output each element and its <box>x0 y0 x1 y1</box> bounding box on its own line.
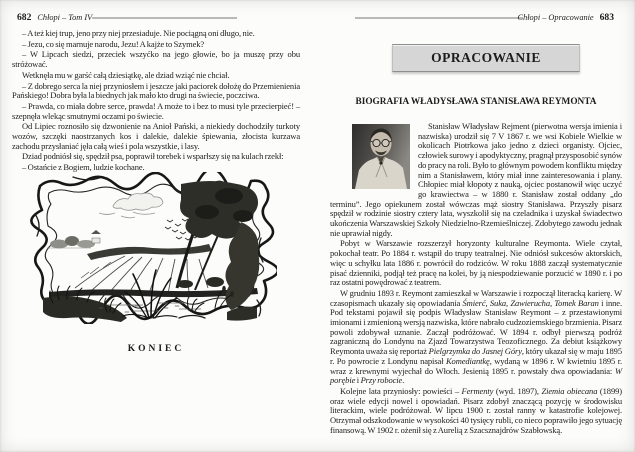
novel-ending-text <box>12 29 300 174</box>
paragraph: Dziad podniósł się, spędził psa, poprawił torebek i wsparłszy się na kulach rzekł: <box>22 151 284 162</box>
section-title-box <box>392 44 580 72</box>
right-page-header <box>498 12 614 23</box>
hedgerow <box>87 244 212 260</box>
paragraph: – Z dobrego serca la niej przyniosłem i jeszcze jaki paciorek dołożę do Przemienienia Pańskiego! Dobra była la biednych jak mało kto drugi na świecie, poczciwa. <box>12 80 300 101</box>
paragraph: Stanisław Władysław Rejment (pierwotna wersja imienia i nazwiska) urodził się 7 V 1867 r. we wsi Kobiele Wielkie w okolicach Piotrkowa jako jedno z dzieci organisty. Ojciec, człowiek surowy i apodyktyczny, pragnął przysposobić synów do pracy na roli. Było to głównym powodem konfliktu między nim a Stanisławem, który miał inne zainteresowania i plany. Chłopiec miał kłopoty z nauką, ojciec postanowił więc uczyć go krawiectwa – w 1880 r. Stanisław został oddany „do terminu”. Jego opiekunem został wówczas mąż siostry Stanisława. Przyszły pisarz spędził w rodzinie siostry cztery lata, wyszkolił się na czeladnika i uzyskał świadectwo ukończenia Warszawskiej Szkoły Niedzielno-Rzemieślniczej. Zdobytego zawodu jednak nie uprawiał nigdy. <box>330 121 622 238</box>
reymont-photo <box>352 124 410 189</box>
landscape-drawing <box>29 172 277 324</box>
end-illustration <box>29 172 277 324</box>
paragraph: – A też kiej trup, jeno przy niej przesiaduje. Nie pociągną oni długo, nie. <box>22 28 255 38</box>
paragraph: – Jezu, co się marnuje narodu, Jezu! A kajże to Szymek? <box>22 38 205 49</box>
article-heading: BIOGRAFIA WŁADYSŁAWA STANISŁAWA REYMONTA <box>355 97 597 107</box>
author-portrait-photo <box>352 124 410 189</box>
left-page-header <box>17 12 92 23</box>
paragraph: – Prawda, co miała dobre serce, prawda! A może to i bez to musi tyle przecierpieć! – szepnęła wlekąc smutnymi oczami po świecie. <box>12 100 300 121</box>
paragraph: Wetknęła mu w garść całą dziesiątkę, ale dziad wziąć nie chciał. <box>22 69 230 80</box>
clouds <box>99 193 163 218</box>
paragraph: Kolejne lata przyniosły: powieści – Fermenty (wyd. 1897), Ziemia obiecana (1899) oraz wiele edycji nowel i opowiadań. Pisarz zdobył znaczącą pozycję w środowisku literackim, wiele podróżował. W lipcu 1900 r. został ranny w katastrofie kolejowej. Otrzymał odszkodowanie w wysokości 40 tysięcy rubli, co nieco poprawiło jego sytuację finansową. W 1902 r. ożenił się z Aurelią z Szacsznajdrów Szabłowską. <box>330 385 622 435</box>
distant-village <box>47 230 101 249</box>
section-title: OPRACOWANIE <box>431 50 541 65</box>
left-header-rule <box>92 17 237 19</box>
paragraph: W grudniu 1893 r. Reymont zamieszkał w Warszawie i rozpoczął literacką karierę. W czasopismach ukazały się opowiadania Śmierć, Suka, Zawierucha, Tomek Baran i inne. Pod tekstami pojawił się podpis Władysław Stanisław Reymont – z przestawionymi imionami i zmienioną wersją nazwiska, które nabrało cudzoziemskiego brzmienia. Pisarz powoli zdobywał uznanie. Zaczął podróżować. W 1894 r. odbył pierwszą podróż zagraniczną do Londynu na Zjazd Towarzystwa Teozoficznego. Za debiut książkowy Reymonta uważa się reportaż Pielgrzymka do Jasnej Góry, który ukazał się w maju 1895 r. Po powrocie z Londynu napisał Komediantkę, wydaną w 1896 r. W kwietniu 1895 r. wraz z krewnymi wyjechał do Włoch. Jesienią 1895 r. powstały dwa opowiadania: W porębie i Przy robocie. <box>330 287 622 386</box>
paragraph: Pobyt w Warszawie rozszerzył horyzonty kulturalne Reymonta. Wiele czytał, pokochał teatr. Po 1884 r. wstąpił do trupy teatralnej. Nie odniósł sukcesów aktorskich, więc u schyłku lata 1886 r. powrócił do rodziców. W roku 1888 zaczął systematycznie pisać dzienniki, podjął też pracę na kolei, by ją niespodziewanie porzucić w 1890 r. i po raz ostatni powędrować z teatrem. <box>330 238 622 288</box>
paragraph: Od Lipiec roznosiło się dzwonienie na Anioł Pański, a niekiedy dochodziły turkoty wozów, szczęki naostrzanych kos i dalekie, dalekie śpiewania, złocista kurzawa zachodu przysłaniać jęła całą wieś i pola wszystkie, i lasy. <box>12 121 300 151</box>
right-running-title: Chłopi – Opracowanie <box>517 13 594 22</box>
biography-text <box>330 122 622 437</box>
left-running-title: Chłopi – Tom IV <box>37 13 93 22</box>
paragraph: – Ostańcie z Bogiem, ludzie kochane. <box>22 162 145 173</box>
right-page-number: 683 <box>599 12 614 23</box>
the-end-label: KONIEC <box>127 344 185 354</box>
left-page-number: 682 <box>17 12 32 23</box>
paragraph: – W Lipcach siedzi, przeciek wszyćko na jego głowie, bo ja muszę przy obu stróżować. <box>12 49 300 70</box>
